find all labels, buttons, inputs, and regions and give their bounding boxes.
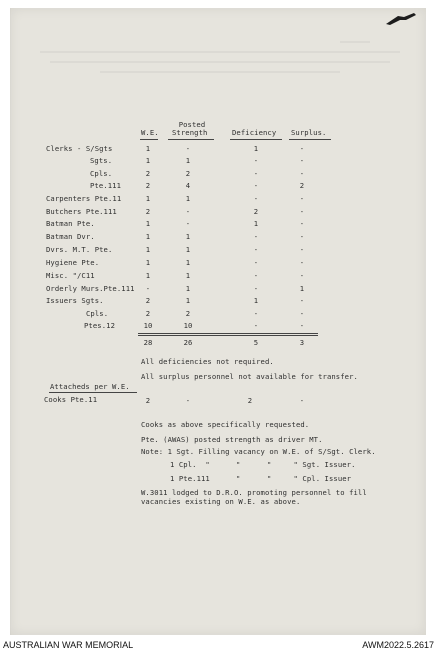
total-we: 28 xyxy=(143,338,153,347)
remark-note-line3-rank: 1 Pte.111 xyxy=(170,474,210,483)
total-posted: 26 xyxy=(183,338,193,347)
header-posted-line2: Strength xyxy=(172,128,208,137)
row-posted: 1 xyxy=(185,232,191,241)
row-we: 1 xyxy=(145,271,151,280)
note-deficiencies: All deficiencies not required. xyxy=(141,357,274,366)
remark-note-line2-rank: 1 Cpl. " xyxy=(170,460,210,469)
row-posted: 1 xyxy=(185,296,191,305)
row-label: Pte.111 xyxy=(90,181,121,190)
row-we: 1 xyxy=(145,219,151,228)
remark-dro-line1: W.3011 lodged to D.R.O. promoting personnel to fill xyxy=(141,488,367,497)
row-posted: 4 xyxy=(185,181,191,190)
archive-footer-left: AUSTRALIAN WAR MEMORIAL xyxy=(3,640,134,650)
row-deficiency: - xyxy=(253,181,259,190)
row-we: 1 xyxy=(145,156,151,165)
row-deficiency: - xyxy=(253,156,259,165)
row-we: 2 xyxy=(145,207,151,216)
row-surplus: - xyxy=(299,296,305,305)
attached-we: 2 xyxy=(145,396,151,405)
row-surplus: - xyxy=(299,169,305,178)
row-surplus: - xyxy=(299,245,305,254)
row-label: Dvrs. M.T. Pte. xyxy=(46,245,113,254)
totals-rule-bottom xyxy=(138,335,318,336)
row-surplus: - xyxy=(299,271,305,280)
row-surplus: - xyxy=(299,156,305,165)
note-surplus: All surplus personnel not available for transfer. xyxy=(141,372,358,381)
header-surplus-underline xyxy=(289,139,331,140)
row-deficiency: 1 xyxy=(253,219,259,228)
row-posted: - xyxy=(185,144,191,153)
row-we: 1 xyxy=(145,245,151,254)
row-posted: 1 xyxy=(185,284,191,293)
row-posted: 1 xyxy=(185,156,191,165)
row-surplus: - xyxy=(299,194,305,203)
row-surplus: 1 xyxy=(299,284,305,293)
row-posted: - xyxy=(185,219,191,228)
row-we: 2 xyxy=(145,169,151,178)
row-deficiency: 1 xyxy=(253,144,259,153)
total-surplus: 3 xyxy=(299,338,305,347)
total-deficiency: 5 xyxy=(253,338,259,347)
row-surplus: 2 xyxy=(299,181,305,190)
row-label: Batman Dvr. xyxy=(46,232,95,241)
torn-corner-mark xyxy=(384,12,418,26)
remark-cooks: Cooks as above specifically requested. xyxy=(141,420,310,429)
remark-note-line1: Note: 1 Sgt. Filling vacancy on W.E. of S/Sgt. Clerk. xyxy=(141,447,376,456)
row-we: 2 xyxy=(145,181,151,190)
row-we: 2 xyxy=(145,296,151,305)
totals-rule-top xyxy=(138,333,318,334)
row-deficiency: - xyxy=(253,232,259,241)
row-we: 1 xyxy=(145,258,151,267)
row-we: 1 xyxy=(145,232,151,241)
row-label: Ptes.12 xyxy=(84,321,115,330)
row-label: Issuers Sgts. xyxy=(46,296,104,305)
row-deficiency: - xyxy=(253,309,259,318)
row-posted: 1 xyxy=(185,258,191,267)
row-deficiency: - xyxy=(253,245,259,254)
row-surplus: - xyxy=(299,207,305,216)
row-surplus: - xyxy=(299,232,305,241)
row-deficiency: - xyxy=(253,258,259,267)
attached-deficiency: 2 xyxy=(247,396,253,405)
row-label: Batman Pte. xyxy=(46,219,95,228)
attached-label: Cooks Pte.11 xyxy=(44,395,98,404)
remark-dro-line2: vacancies existing on W.E. as above. xyxy=(141,497,301,506)
row-deficiency: - xyxy=(253,271,259,280)
remark-note-line2-role: " " " Sgt. Issuer. xyxy=(236,460,356,469)
document-page xyxy=(10,8,426,635)
row-deficiency: - xyxy=(253,194,259,203)
row-label: Butchers Pte.111 xyxy=(46,207,117,216)
attached-posted: - xyxy=(185,396,191,405)
row-surplus: - xyxy=(299,321,305,330)
remark-driver: Pte. (AWAS) posted strength as driver MT. xyxy=(141,435,323,444)
row-surplus: - xyxy=(299,258,305,267)
header-posted-line1: Posted xyxy=(178,120,206,129)
header-deficiency-underline xyxy=(230,139,282,140)
row-label: Carpenters Pte.11 xyxy=(46,194,122,203)
row-deficiency: - xyxy=(253,321,259,330)
header-surplus: Surplus. xyxy=(291,128,327,137)
header-posted-underline xyxy=(168,139,214,140)
row-label: Clerks - S/Sgts xyxy=(46,144,113,153)
row-we: - xyxy=(145,284,151,293)
row-we: 1 xyxy=(145,194,151,203)
header-deficiency: Deficiency xyxy=(232,128,277,137)
row-posted: 2 xyxy=(185,169,191,178)
row-we: 10 xyxy=(143,321,153,330)
row-we: 2 xyxy=(145,309,151,318)
row-deficiency: 1 xyxy=(253,296,259,305)
show-through-text xyxy=(40,40,410,100)
row-deficiency: 2 xyxy=(253,207,259,216)
row-label: Sgts. xyxy=(90,156,113,165)
row-posted: 1 xyxy=(185,245,191,254)
row-surplus: - xyxy=(299,219,305,228)
attached-heading: Attacheds per W.E. xyxy=(50,382,130,391)
remark-note-line3-role: " " " Cpl. Issuer xyxy=(236,474,352,483)
row-label: Cpls. xyxy=(90,169,113,178)
row-posted: - xyxy=(185,207,191,216)
archive-footer-right: AWM2022.5.2617 xyxy=(362,640,434,650)
attached-heading-underline xyxy=(49,392,137,393)
header-we: W.E. xyxy=(141,128,159,137)
row-posted: 1 xyxy=(185,271,191,280)
row-label: Misc. "/C11 xyxy=(46,271,95,280)
row-posted: 10 xyxy=(183,321,193,330)
row-label: Cpls. xyxy=(86,309,109,318)
attached-surplus: - xyxy=(299,396,305,405)
row-we: 1 xyxy=(145,144,151,153)
row-surplus: - xyxy=(299,309,305,318)
row-label: Hygiene Pte. xyxy=(46,258,100,267)
row-posted: 2 xyxy=(185,309,191,318)
row-posted: 1 xyxy=(185,194,191,203)
row-deficiency: - xyxy=(253,284,259,293)
row-label: Orderly Murs.Pte.111 xyxy=(46,284,135,293)
header-we-underline xyxy=(140,139,158,140)
row-deficiency: - xyxy=(253,169,259,178)
row-surplus: - xyxy=(299,144,305,153)
